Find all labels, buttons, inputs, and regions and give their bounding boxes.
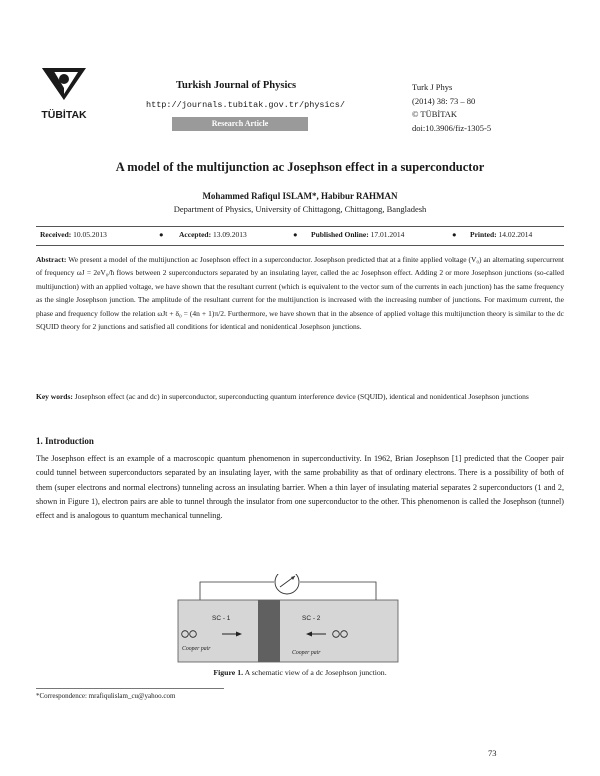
printed-date: [470, 230, 532, 239]
cooper-pair-label: Cooper pair: [292, 650, 321, 656]
printed-label: Printed:: [470, 230, 497, 239]
footnote: *Correspondence: mrafiqulislam_cu@yahoo.com: [36, 692, 176, 700]
received-date: [40, 230, 107, 239]
figure-caption: [0, 668, 600, 677]
published-label: Published Online:: [311, 230, 369, 239]
keywords: [36, 390, 564, 403]
caption-text: A schematic view of a dc Josephson junction.: [244, 668, 387, 677]
abstract: [36, 253, 564, 333]
figure-josephson-junction: [170, 574, 406, 664]
accepted-label: Accepted:: [179, 230, 212, 239]
separator-dot: ●: [293, 230, 298, 239]
keywords-label: Key words:: [36, 392, 73, 401]
printed-value: 14.02.2014: [498, 230, 533, 239]
meta-line: © TÜBİTAK: [412, 109, 458, 119]
superconductor-block: [178, 600, 398, 662]
meta-line: Turk J Phys: [412, 82, 453, 92]
abstract-text: We present a model of the multijunction ac Josephson effect in a superconductor. Josephson predicted that at a finite applied voltage (V₀) an alternating supercurrent of frequency ωJ = 2eV₀/ħ flows between 2 superconductors separated by an insulating layer, called the ac Josephson effect. Adding 2 or more Josephson junctions (so-called multijunction) with an applied voltage, we have shown that the resultant current (which is equivalent to the vector sum of the currents in each junction) has the same frequency as the single Josephson junction. The amplitude of the resultant current for the multijunction is increased with the increasing number of junctions. For maximum current, the phase and frequency follow the relation ωJt + δ₀ = (4n + 1)π/2. Furthermore, we have shown that in the absence of applied voltage this multijunction theory is similar to the dc SQUID theory for 2 junctions and satisfied all conditions for identical and nonidentical Josephson junctions.: [36, 255, 564, 332]
cooper-pair-label: Cooper pair: [182, 646, 211, 652]
received-value: 10.05.2013: [73, 230, 107, 239]
journal-title: Turkish Journal of Physics: [176, 80, 297, 91]
published-date: [311, 230, 404, 239]
dates-bar: [36, 226, 564, 246]
paper-title: A model of the multijunction ac Josephson effect in a superconductor: [115, 160, 485, 174]
page-number: 73: [488, 748, 497, 758]
citation-meta: [412, 81, 491, 135]
journal-url-link[interactable]: http://journals.tubitak.gov.tr/physics/: [146, 100, 345, 110]
section-heading: 1. Introduction: [36, 436, 94, 446]
authors: Mohammed Rafiqul ISLAM*, Habibur RAHMAN: [202, 191, 398, 201]
tubitak-logo: [40, 66, 88, 128]
caption-label: Figure 1.: [213, 668, 244, 677]
insulating-layer: [258, 600, 280, 662]
received-label: Received:: [40, 230, 72, 239]
accepted-value: 13.09.2013: [212, 230, 247, 239]
meta-line: (2014) 38: 73 – 80: [412, 95, 476, 106]
tubitak-emblem-icon: [40, 66, 88, 128]
separator-dot: ●: [452, 230, 457, 239]
abstract-label: Abstract:: [36, 255, 67, 264]
published-value: 17.01.2014: [370, 230, 405, 239]
affiliation: Department of Physics, University of Chittagong, Chittagong, Bangladesh: [173, 204, 427, 214]
meter-icon: [275, 574, 299, 594]
separator-dot: ●: [159, 230, 164, 239]
keywords-text: Josephson effect (ac and dc) in superconductor, superconducting quantum interference device (SQUID), identical and nonidentical Josephson junctions: [74, 392, 529, 401]
introduction-text: The Josephson effect is an example of a macroscopic quantum phenomenon in superconductivity. In 1962, Brian Josephson [1] predicted that the Cooper pair could tunnel between superconductors separated by an insulating layer, with the same probability as that of ordinary electrons. There is a possibility of both of them (super electrons and normal electrons) tunneling across an insulating barrier. When a thin layer of insulating material separates 2 superconductors (1 and 2, shown in Figure 1), electron pairs are able to tunnel through the insulator from one superconductor to the other. This phenomenon is called the Josephson (tunnel) effect and is analogous to quantum mechanical tunneling.: [36, 454, 564, 521]
sc1-label: SC - 1: [212, 615, 231, 622]
doi-link[interactable]: doi:10.3906/fiz-1305-5: [412, 122, 492, 133]
sc2-label: SC - 2: [302, 615, 321, 622]
accepted-date: [179, 230, 247, 239]
logo-text: TÜBİTAK: [41, 109, 87, 121]
footnote-divider: [36, 688, 224, 689]
junction-diagram: [170, 574, 406, 664]
article-type-badge: Research Article: [172, 117, 308, 131]
